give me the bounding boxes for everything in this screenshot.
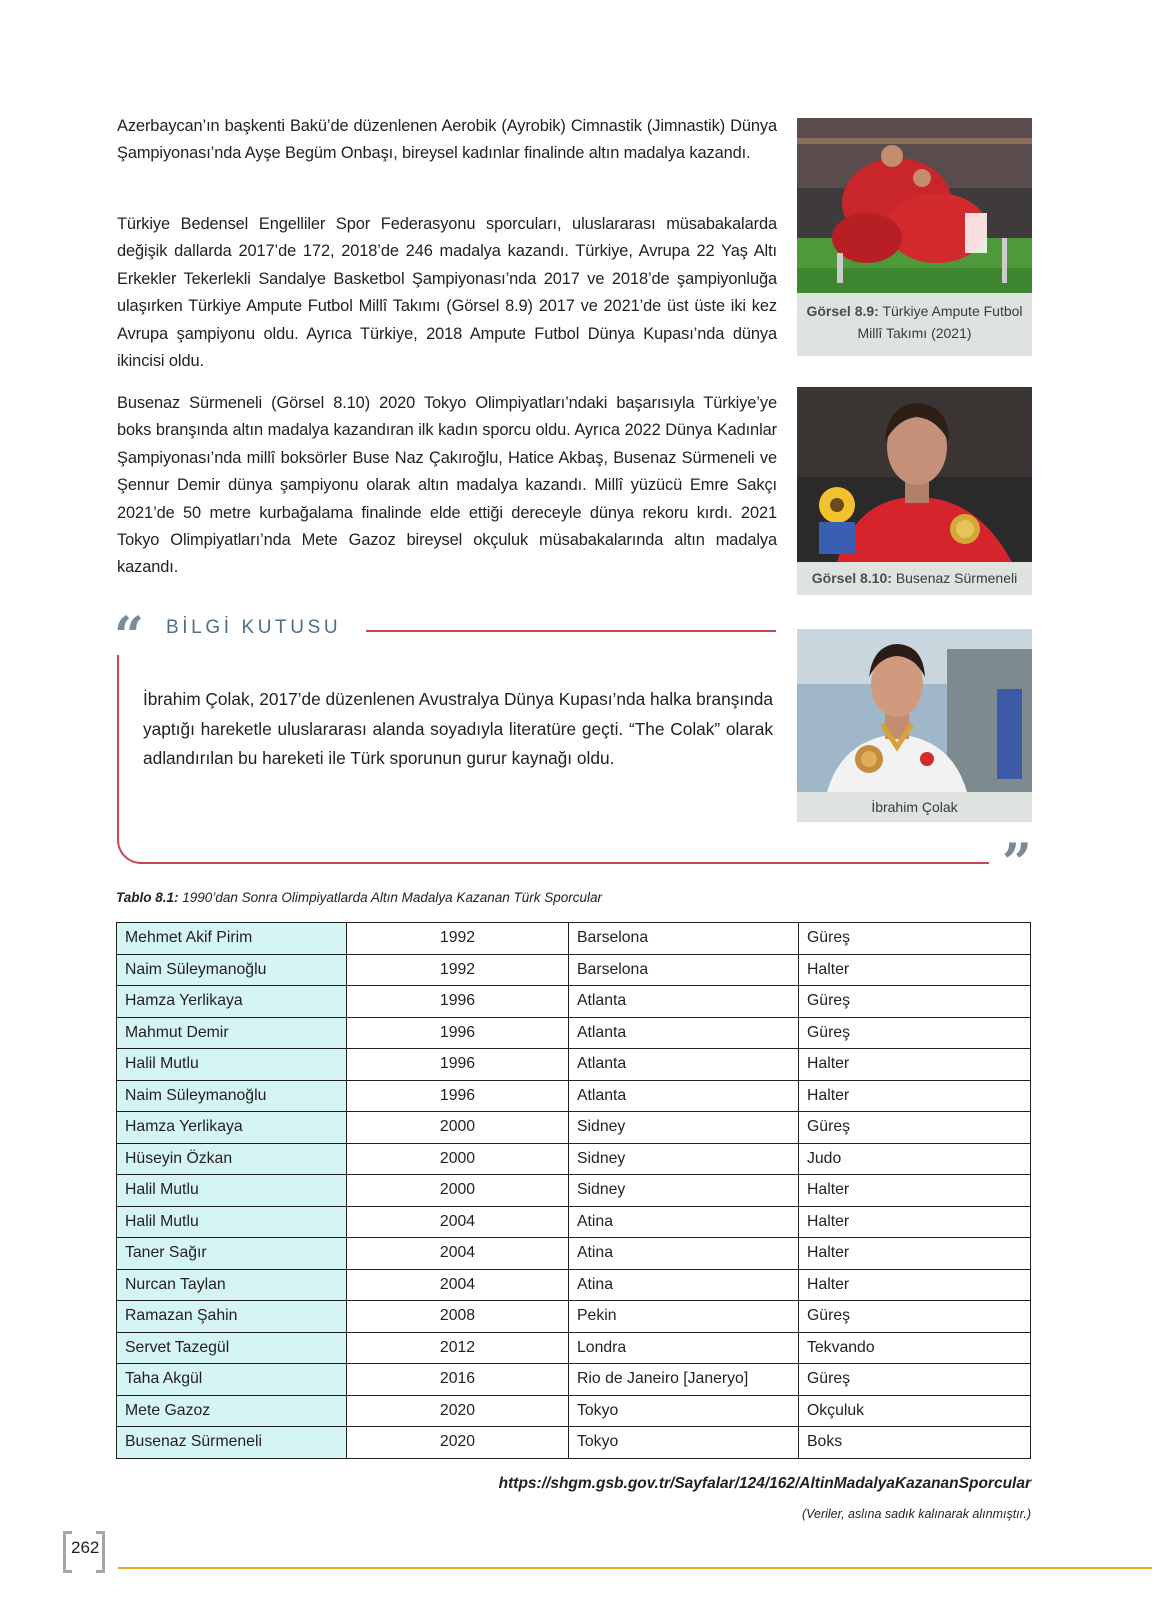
table-row (117, 986, 1031, 1018)
figure-amputee-football (797, 118, 1032, 356)
table-row (117, 1269, 1031, 1301)
athlete-cell: Hüseyin Özkan (117, 1143, 347, 1175)
table-row (117, 1238, 1031, 1270)
table-row (117, 1427, 1031, 1459)
table-row (117, 1017, 1031, 1049)
city-cell: Atlanta (569, 1017, 799, 1049)
athlete-cell: Naim Süleymanoğlu (117, 1080, 347, 1112)
sport-cell: Halter (799, 1175, 1031, 1207)
city-cell: Sidney (569, 1112, 799, 1144)
city-cell: Sidney (569, 1175, 799, 1207)
table-row (117, 1301, 1031, 1333)
sport-cell: Halter (799, 1238, 1031, 1270)
figure-label: Görsel 8.10: (811, 570, 892, 586)
figure-label: Görsel 8.9: (806, 303, 879, 319)
figure-caption-text: İbrahim Çolak (871, 799, 958, 815)
athlete-cell: Mehmet Akif Pirim (117, 923, 347, 955)
table-source: https://shgm.gsb.gov.tr/Sayfalar/124/162/AltinMadalyaKazananSporcular (498, 1475, 1031, 1492)
sport-cell: Okçuluk (799, 1395, 1031, 1427)
table-row (117, 1332, 1031, 1364)
sport-cell: Halter (799, 1080, 1031, 1112)
paragraph-surmeneli: Busenaz Sürmeneli (Görsel 8.10) 2020 Tokyo Olimpiyatları’ndaki başarısıyla Türkiye’ye boks branşında altın madalya kazandıran ilk kadın sporcu oldu. Ayrıca 2022 Dünya Kadınlar Şampiyonası’nda millî boksörler Buse Naz Çakıroğlu, Hatice Akbaş, Busenaz Sürmeneli ve Şennur Demir dünya şampiyonu olarak altın madalya kazandı. Millî yüzücü Emre Sakçı 2021’de 50 metre kurbağalama finalinde elde ettiği dereceyle dünya rekoru kırdı. 2021 Tokyo Olimpiyatları’nda Mete Gazoz bireysel okçuluk müsabakalarında altın madalya kazandı. (117, 394, 777, 577)
surmeneli-photo (797, 387, 1032, 562)
city-cell: Tokyo (569, 1427, 799, 1459)
info-box-title: BİLGİ KUTUSU (166, 617, 342, 638)
year-cell: 2000 (347, 1143, 569, 1175)
athlete-cell: Servet Tazegül (117, 1332, 347, 1364)
city-cell: Londra (569, 1332, 799, 1364)
table-row (117, 954, 1031, 986)
city-cell: Rio de Janeiro [Janeryo] (569, 1364, 799, 1396)
table-caption (116, 890, 602, 905)
year-cell: 2004 (347, 1238, 569, 1270)
table-row (117, 923, 1031, 955)
city-cell: Tokyo (569, 1395, 799, 1427)
sport-cell: Güreş (799, 1112, 1031, 1144)
table-row (117, 1364, 1031, 1396)
city-cell: Barselona (569, 923, 799, 955)
paragraph-aerobic: Azerbaycan’ın başkenti Bakü’de düzenlenen Aerobik (Ayrobik) Cimnastik (Jimnastik) Dünya Şampiyonası’nda Ayşe Begüm Onbaşı, bireysel kadınlar finalinde altın madalya kazandı. (117, 117, 777, 163)
sport-cell: Halter (799, 1049, 1031, 1081)
table-row (117, 1206, 1031, 1238)
year-cell: 2020 (347, 1427, 569, 1459)
sport-cell: Güreş (799, 986, 1031, 1018)
year-cell: 2012 (347, 1332, 569, 1364)
table-row (117, 1112, 1031, 1144)
city-cell: Atlanta (569, 1049, 799, 1081)
sport-cell: Güreş (799, 1017, 1031, 1049)
footer-rule (118, 1567, 1152, 1569)
sport-cell: Judo (799, 1143, 1031, 1175)
sport-cell: Güreş (799, 1301, 1031, 1333)
city-cell: Atlanta (569, 986, 799, 1018)
year-cell: 2004 (347, 1206, 569, 1238)
table-note: (Veriler, aslına sadık kalınarak alınmıştır.) (801, 1507, 1031, 1521)
year-cell: 1992 (347, 923, 569, 955)
figure-caption-text: Türkiye Ampute Futbol Millî Takımı (2021) (857, 303, 1023, 341)
city-cell: Sidney (569, 1143, 799, 1175)
open-quote-icon: “ (114, 606, 144, 667)
sport-cell: Halter (799, 1206, 1031, 1238)
year-cell: 2016 (347, 1364, 569, 1396)
sport-cell: Boks (799, 1427, 1031, 1459)
athlete-cell: Naim Süleymanoğlu (117, 954, 347, 986)
amputee-football-photo (797, 118, 1032, 293)
table-caption-text: 1990’dan Sonra Olimpiyatlarda Altın Madalya Kazanan Türk Sporcular (182, 890, 603, 905)
city-cell: Atina (569, 1269, 799, 1301)
sport-cell: Güreş (799, 923, 1031, 955)
year-cell: 1996 (347, 1017, 569, 1049)
figure-caption-text: Busenaz Sürmeneli (895, 570, 1018, 586)
table-row (117, 1175, 1031, 1207)
sport-cell: Halter (799, 954, 1031, 986)
table-row (117, 1080, 1031, 1112)
athlete-cell: Ramazan Şahin (117, 1301, 347, 1333)
page-number: 262 (71, 1538, 100, 1557)
figure-caption (797, 567, 1032, 589)
year-cell: 2000 (347, 1112, 569, 1144)
table-row (117, 1395, 1031, 1427)
year-cell: 2020 (347, 1395, 569, 1427)
figure-caption (797, 300, 1032, 344)
close-quote-icon: ” (1002, 833, 1032, 894)
athlete-cell: Halil Mutlu (117, 1206, 347, 1238)
sport-cell: Halter (799, 1269, 1031, 1301)
athlete-cell: Hamza Yerlikaya (117, 986, 347, 1018)
year-cell: 1996 (347, 1049, 569, 1081)
paragraph-disabled-sports: Türkiye Bedensel Engelliler Spor Federasyonu sporcuları, uluslararası müsabakalarda değişik dallarda 2017’de 172, 2018’de 246 madalya kazandı. Türkiye, Avrupa 22 Yaş Altı Erkekler Tekerlekli Sandalye Basketbol Şampiyonası’nda 2017 ve 2018’de şampiyonluğa ulaşırken Türkiye Ampute Futbol Millî Takımı (Görsel 8.9) 2017 ve 2021’de üst üste iki kez Avrupa şampiyonu oldu. Ayrıca Türkiye, 2018 Ampute Futbol Dünya Kupası’nda dünya ikincisi oldu. (117, 215, 777, 371)
city-cell: Barselona (569, 954, 799, 986)
athlete-cell: Busenaz Sürmeneli (117, 1427, 347, 1459)
year-cell: 2000 (347, 1175, 569, 1207)
athlete-cell: Mete Gazoz (117, 1395, 347, 1427)
city-cell: Atlanta (569, 1080, 799, 1112)
athlete-cell: Taha Akgül (117, 1364, 347, 1396)
table-caption-label: Tablo 8.1: (116, 890, 179, 905)
year-cell: 1992 (347, 954, 569, 986)
info-box-text: İbrahim Çolak, 2017’de düzenlenen Avustralya Dünya Kupası’nda halka branşında yaptığı hareketle uluslararası alanda soyadıyla literatüre geçti. “The Colak” olarak adlandırılan bu hareketi ile Türk sporunun gurur kaynağı oldu. (143, 689, 773, 768)
figure-surmeneli (797, 387, 1032, 595)
athlete-cell: Mahmut Demir (117, 1017, 347, 1049)
athlete-cell: Halil Mutlu (117, 1175, 347, 1207)
year-cell: 2008 (347, 1301, 569, 1333)
sport-cell: Güreş (799, 1364, 1031, 1396)
table-body (117, 923, 1031, 1459)
info-box-title-rule (366, 630, 776, 632)
year-cell: 1996 (347, 1080, 569, 1112)
athlete-cell: Nurcan Taylan (117, 1269, 347, 1301)
page-number-bracket-right (96, 1531, 105, 1573)
sport-cell: Tekvando (799, 1332, 1031, 1364)
year-cell: 2004 (347, 1269, 569, 1301)
city-cell: Pekin (569, 1301, 799, 1333)
year-cell: 1996 (347, 986, 569, 1018)
athlete-cell: Taner Sağır (117, 1238, 347, 1270)
table-row (117, 1143, 1031, 1175)
athlete-cell: Hamza Yerlikaya (117, 1112, 347, 1144)
gold-medalists-table (116, 922, 1031, 1459)
city-cell: Atina (569, 1238, 799, 1270)
table-row (117, 1049, 1031, 1081)
city-cell: Atina (569, 1206, 799, 1238)
athlete-cell: Halil Mutlu (117, 1049, 347, 1081)
